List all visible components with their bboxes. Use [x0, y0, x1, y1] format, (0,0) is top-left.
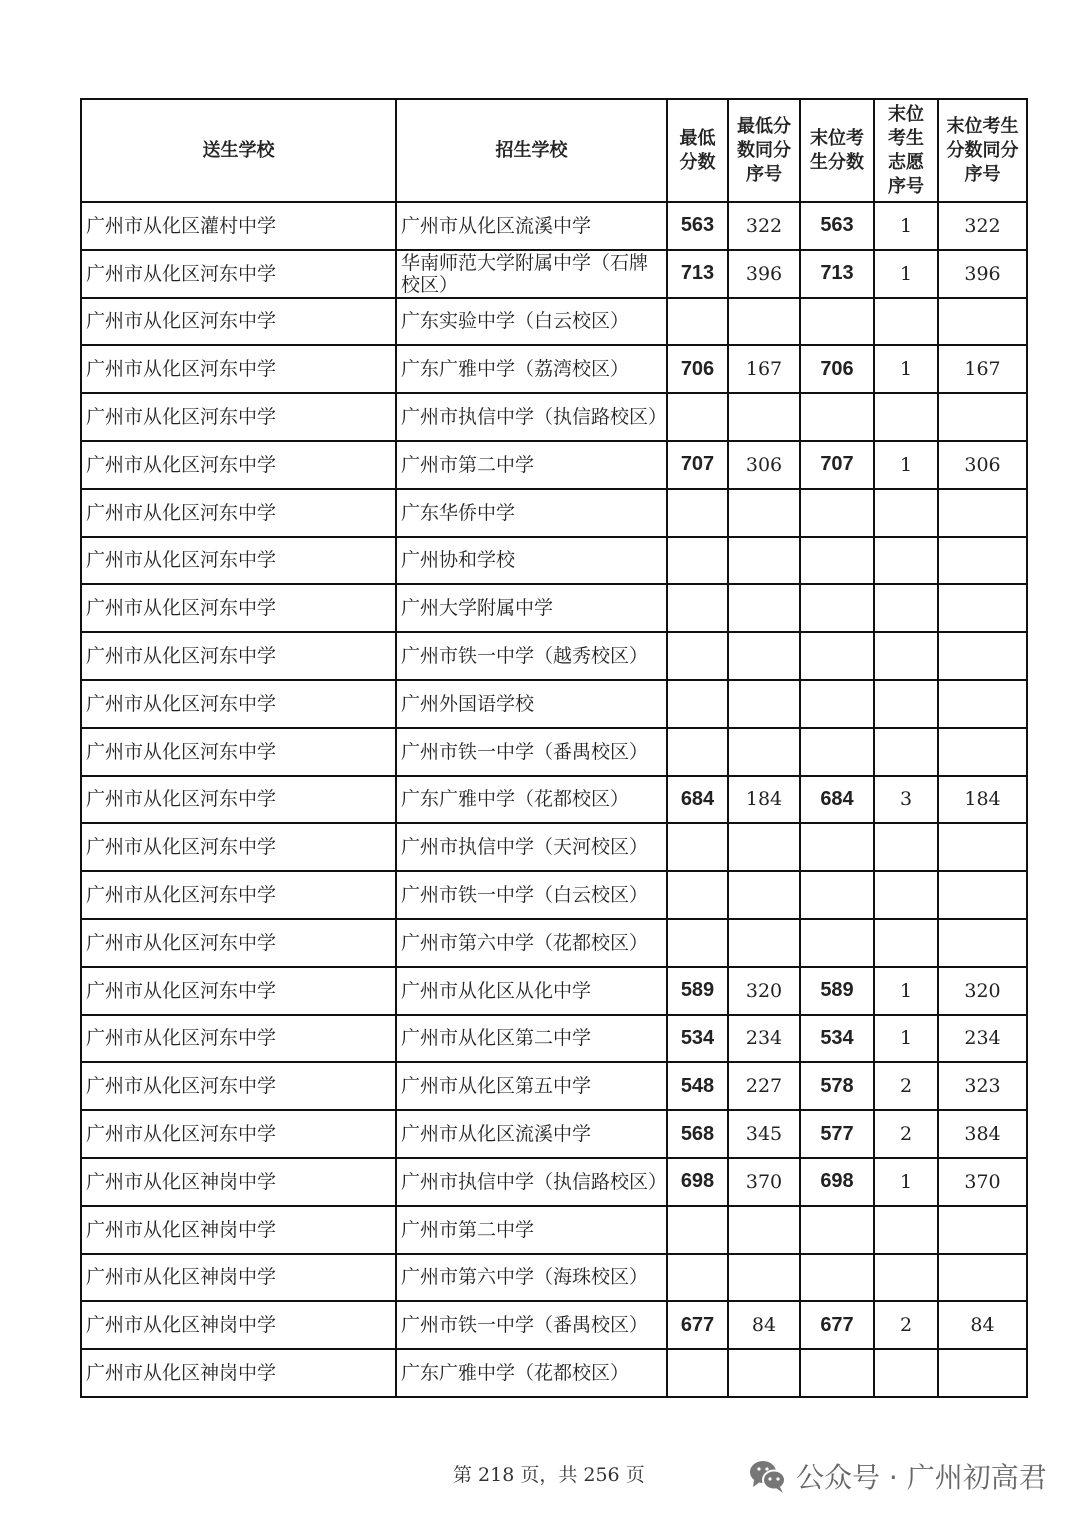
sending-school-cell: 广州市从化区河东中学	[81, 393, 396, 441]
min-score-cell: 713	[667, 250, 728, 298]
last-score-rank-cell: 323	[938, 1062, 1027, 1110]
min-score-rank-cell: 370	[728, 1158, 800, 1206]
last-score-cell	[800, 393, 874, 441]
receiving-school-cell: 广州市铁一中学（白云校区）	[396, 871, 667, 919]
table-row	[81, 680, 1027, 728]
last-score-rank-cell	[938, 489, 1027, 537]
min-score-cell	[667, 919, 728, 967]
min-score-cell	[667, 393, 728, 441]
sending-school-cell: 广州市从化区神岗中学	[81, 1349, 396, 1397]
min-score-rank-cell: 184	[728, 776, 800, 824]
receiving-school-cell: 广州市从化区流溪中学	[396, 1110, 667, 1158]
min-score-rank-cell	[728, 489, 800, 537]
min-score-cell: 707	[667, 441, 728, 489]
last-score-rank-cell: 167	[938, 345, 1027, 393]
min-score-rank-cell	[728, 919, 800, 967]
receiving-school-cell: 广东实验中学（白云校区）	[396, 298, 667, 346]
last-score-cell	[800, 632, 874, 680]
last-score-rank-cell: 370	[938, 1158, 1027, 1206]
page-number: 第 218 页，共 256 页	[453, 1464, 645, 1486]
min-score-rank-cell: 306	[728, 441, 800, 489]
min-score-rank-cell	[728, 298, 800, 346]
last-score-rank-cell: 320	[938, 967, 1027, 1015]
last-score-cell	[800, 537, 874, 585]
last-score-cell	[800, 1206, 874, 1254]
last-score-cell: 589	[800, 967, 874, 1015]
receiving-school-cell: 广州大学附属中学	[396, 584, 667, 632]
min-score-cell	[667, 489, 728, 537]
sending-school-cell: 广州市从化区河东中学	[81, 776, 396, 824]
table-row	[81, 1254, 1027, 1302]
sending-school-cell: 广州市从化区河东中学	[81, 728, 396, 776]
last-score-cell	[800, 919, 874, 967]
last-choice-no-cell	[874, 537, 938, 585]
receiving-school-cell: 华南师范大学附属中学（石牌校区）	[396, 250, 667, 298]
min-score-cell: 684	[667, 776, 728, 824]
last-score-rank-cell: 184	[938, 776, 1027, 824]
sending-school-cell: 广州市从化区河东中学	[81, 632, 396, 680]
table-row	[81, 298, 1027, 346]
watermark	[748, 1456, 1047, 1496]
last-score-cell	[800, 871, 874, 919]
min-score-rank-cell	[728, 537, 800, 585]
last-choice-no-cell	[874, 298, 938, 346]
min-score-rank-cell	[728, 584, 800, 632]
min-score-rank-cell	[728, 1206, 800, 1254]
last-score-cell	[800, 680, 874, 728]
last-choice-no-cell	[874, 1349, 938, 1397]
receiving-school-cell: 广东华侨中学	[396, 489, 667, 537]
last-choice-no-cell: 1	[874, 441, 938, 489]
receiving-school-cell: 广州协和学校	[396, 537, 667, 585]
min-score-rank-cell: 396	[728, 250, 800, 298]
last-choice-no-cell	[874, 1206, 938, 1254]
last-choice-no-cell: 2	[874, 1301, 938, 1349]
sending-school-cell: 广州市从化区河东中学	[81, 871, 396, 919]
table-row	[81, 632, 1027, 680]
last-score-cell: 713	[800, 250, 874, 298]
receiving-school-cell: 广州市从化区第五中学	[396, 1062, 667, 1110]
min-score-rank-cell	[728, 823, 800, 871]
receiving-school-cell: 广州市第二中学	[396, 1206, 667, 1254]
last-score-cell: 563	[800, 202, 874, 250]
min-score-cell	[667, 1254, 728, 1302]
min-score-rank-cell	[728, 393, 800, 441]
last-score-rank-cell: 384	[938, 1110, 1027, 1158]
last-choice-no-cell: 2	[874, 1110, 938, 1158]
min-score-rank-cell	[728, 1349, 800, 1397]
receiving-school-cell: 广州市第六中学（海珠校区）	[396, 1254, 667, 1302]
receiving-school-cell: 广州市执信中学（执信路校区）	[396, 1158, 667, 1206]
receiving-school-cell: 广州市铁一中学（越秀校区）	[396, 632, 667, 680]
sending-school-cell: 广州市从化区河东中学	[81, 823, 396, 871]
receiving-school-cell: 广州市从化区第二中学	[396, 1015, 667, 1063]
sending-school-cell: 广州市从化区河东中学	[81, 919, 396, 967]
table-row	[81, 823, 1027, 871]
table-row	[81, 1349, 1027, 1397]
last-choice-no-cell	[874, 632, 938, 680]
last-score-cell: 706	[800, 345, 874, 393]
receiving-school-cell: 广州市铁一中学（番禺校区）	[396, 728, 667, 776]
table-row	[81, 202, 1027, 250]
sending-school-cell: 广州市从化区河东中学	[81, 584, 396, 632]
min-score-rank-cell: 345	[728, 1110, 800, 1158]
last-choice-no-cell	[874, 489, 938, 537]
table-row	[81, 441, 1027, 489]
receiving-school-cell: 广州市从化区从化中学	[396, 967, 667, 1015]
receiving-school-cell: 广州市铁一中学（番禺校区）	[396, 1301, 667, 1349]
sending-school-cell: 广州市从化区河东中学	[81, 489, 396, 537]
last-score-cell: 684	[800, 776, 874, 824]
last-score-rank-cell	[938, 823, 1027, 871]
sending-school-cell: 广州市从化区河东中学	[81, 345, 396, 393]
last-score-cell	[800, 1349, 874, 1397]
min-score-rank-cell: 322	[728, 202, 800, 250]
wechat-icon	[748, 1458, 788, 1494]
sending-school-cell: 广州市从化区神岗中学	[81, 1254, 396, 1302]
min-score-cell: 563	[667, 202, 728, 250]
last-score-cell: 578	[800, 1062, 874, 1110]
last-score-cell: 577	[800, 1110, 874, 1158]
last-choice-no-cell: 1	[874, 250, 938, 298]
min-score-cell: 677	[667, 1301, 728, 1349]
min-score-rank-cell	[728, 1254, 800, 1302]
min-score-cell	[667, 680, 728, 728]
table-row	[81, 537, 1027, 585]
sending-school-cell: 广州市从化区灌村中学	[81, 202, 396, 250]
receiving-school-cell: 广东广雅中学（荔湾校区）	[396, 345, 667, 393]
last-score-cell: 698	[800, 1158, 874, 1206]
receiving-school-cell: 广东广雅中学（花都校区）	[396, 1349, 667, 1397]
last-choice-no-cell	[874, 823, 938, 871]
sending-school-cell: 广州市从化区神岗中学	[81, 1301, 396, 1349]
min-score-rank-cell: 84	[728, 1301, 800, 1349]
last-choice-no-cell	[874, 919, 938, 967]
last-choice-no-cell	[874, 584, 938, 632]
last-score-cell: 707	[800, 441, 874, 489]
last-choice-no-cell: 1	[874, 967, 938, 1015]
receiving-school-cell: 广州市执信中学（执信路校区）	[396, 393, 667, 441]
last-choice-no-cell	[874, 871, 938, 919]
table-row	[81, 967, 1027, 1015]
last-score-cell	[800, 298, 874, 346]
min-score-cell	[667, 537, 728, 585]
last-score-rank-cell	[938, 632, 1027, 680]
sending-school-cell: 广州市从化区河东中学	[81, 250, 396, 298]
table-row	[81, 1158, 1027, 1206]
sending-school-cell: 广州市从化区河东中学	[81, 537, 396, 585]
table-row	[81, 250, 1027, 298]
sending-school-cell: 广州市从化区神岗中学	[81, 1158, 396, 1206]
last-choice-no-cell: 1	[874, 202, 938, 250]
min-score-rank-cell: 227	[728, 1062, 800, 1110]
last-score-cell	[800, 1254, 874, 1302]
last-score-rank-cell	[938, 537, 1027, 585]
receiving-school-cell: 广州市第六中学（花都校区）	[396, 919, 667, 967]
min-score-rank-cell	[728, 632, 800, 680]
table-row	[81, 776, 1027, 824]
last-score-cell: 534	[800, 1015, 874, 1063]
sending-school-cell: 广州市从化区神岗中学	[81, 1206, 396, 1254]
receiving-school-cell: 广州市第二中学	[396, 441, 667, 489]
header-sending-school: 送生学校	[81, 99, 396, 202]
last-score-cell	[800, 489, 874, 537]
min-score-rank-cell: 320	[728, 967, 800, 1015]
last-choice-no-cell: 1	[874, 1158, 938, 1206]
min-score-cell	[667, 298, 728, 346]
min-score-cell	[667, 1206, 728, 1254]
last-score-rank-cell: 322	[938, 202, 1027, 250]
table-row	[81, 1062, 1027, 1110]
last-choice-no-cell: 3	[874, 776, 938, 824]
last-score-rank-cell	[938, 1254, 1027, 1302]
watermark-text: 公众号 · 广州初高君	[796, 1461, 1047, 1494]
table-row	[81, 345, 1027, 393]
min-score-cell	[667, 1349, 728, 1397]
min-score-rank-cell	[728, 680, 800, 728]
table-row	[81, 584, 1027, 632]
last-score-cell	[800, 728, 874, 776]
last-choice-no-cell	[874, 393, 938, 441]
min-score-cell	[667, 632, 728, 680]
table-row	[81, 1206, 1027, 1254]
min-score-cell: 568	[667, 1110, 728, 1158]
table-row	[81, 919, 1027, 967]
receiving-school-cell: 广东广雅中学（花都校区）	[396, 776, 667, 824]
header-min-score: 最低分数	[667, 99, 728, 202]
last-score-cell	[800, 584, 874, 632]
last-score-rank-cell	[938, 298, 1027, 346]
last-score-rank-cell	[938, 728, 1027, 776]
min-score-cell	[667, 823, 728, 871]
min-score-cell	[667, 871, 728, 919]
last-score-cell	[800, 823, 874, 871]
table-row	[81, 1301, 1027, 1349]
last-score-rank-cell: 306	[938, 441, 1027, 489]
min-score-cell: 698	[667, 1158, 728, 1206]
table-row	[81, 393, 1027, 441]
last-score-rank-cell: 234	[938, 1015, 1027, 1063]
sending-school-cell: 广州市从化区河东中学	[81, 298, 396, 346]
table-row	[81, 1110, 1027, 1158]
table-row	[81, 1015, 1027, 1063]
sending-school-cell: 广州市从化区河东中学	[81, 1015, 396, 1063]
sending-school-cell: 广州市从化区河东中学	[81, 680, 396, 728]
last-score-rank-cell	[938, 871, 1027, 919]
last-choice-no-cell	[874, 680, 938, 728]
min-score-rank-cell: 167	[728, 345, 800, 393]
last-score-rank-cell	[938, 584, 1027, 632]
header-last-choice-no: 末位考生志愿序号	[874, 99, 938, 202]
receiving-school-cell: 广州外国语学校	[396, 680, 667, 728]
receiving-school-cell: 广州市执信中学（天河校区）	[396, 823, 667, 871]
header-last-score-rank: 末位考生分数同分序号	[938, 99, 1027, 202]
header-receiving-school: 招生学校	[396, 99, 667, 202]
last-score-rank-cell: 396	[938, 250, 1027, 298]
last-score-rank-cell	[938, 680, 1027, 728]
min-score-cell: 589	[667, 967, 728, 1015]
admission-table	[80, 98, 1028, 1398]
table-row	[81, 871, 1027, 919]
last-choice-no-cell: 1	[874, 345, 938, 393]
last-score-rank-cell	[938, 919, 1027, 967]
min-score-cell: 548	[667, 1062, 728, 1110]
last-score-rank-cell	[938, 393, 1027, 441]
last-choice-no-cell: 2	[874, 1062, 938, 1110]
min-score-rank-cell: 234	[728, 1015, 800, 1063]
last-score-rank-cell: 84	[938, 1301, 1027, 1349]
sending-school-cell: 广州市从化区河东中学	[81, 967, 396, 1015]
last-choice-no-cell: 1	[874, 1015, 938, 1063]
header-last-score: 末位考生分数	[800, 99, 874, 202]
last-score-cell: 677	[800, 1301, 874, 1349]
last-score-rank-cell	[938, 1206, 1027, 1254]
min-score-cell: 706	[667, 345, 728, 393]
table-header	[81, 99, 1027, 202]
table-row	[81, 728, 1027, 776]
min-score-cell	[667, 584, 728, 632]
min-score-rank-cell	[728, 871, 800, 919]
min-score-rank-cell	[728, 728, 800, 776]
table-row	[81, 489, 1027, 537]
last-choice-no-cell	[874, 1254, 938, 1302]
receiving-school-cell: 广州市从化区流溪中学	[396, 202, 667, 250]
sending-school-cell: 广州市从化区河东中学	[81, 1062, 396, 1110]
header-min-score-rank: 最低分数同分序号	[728, 99, 800, 202]
last-score-rank-cell	[938, 1349, 1027, 1397]
sending-school-cell: 广州市从化区河东中学	[81, 441, 396, 489]
min-score-cell	[667, 728, 728, 776]
min-score-cell: 534	[667, 1015, 728, 1063]
sending-school-cell: 广州市从化区河东中学	[81, 1110, 396, 1158]
last-choice-no-cell	[874, 728, 938, 776]
